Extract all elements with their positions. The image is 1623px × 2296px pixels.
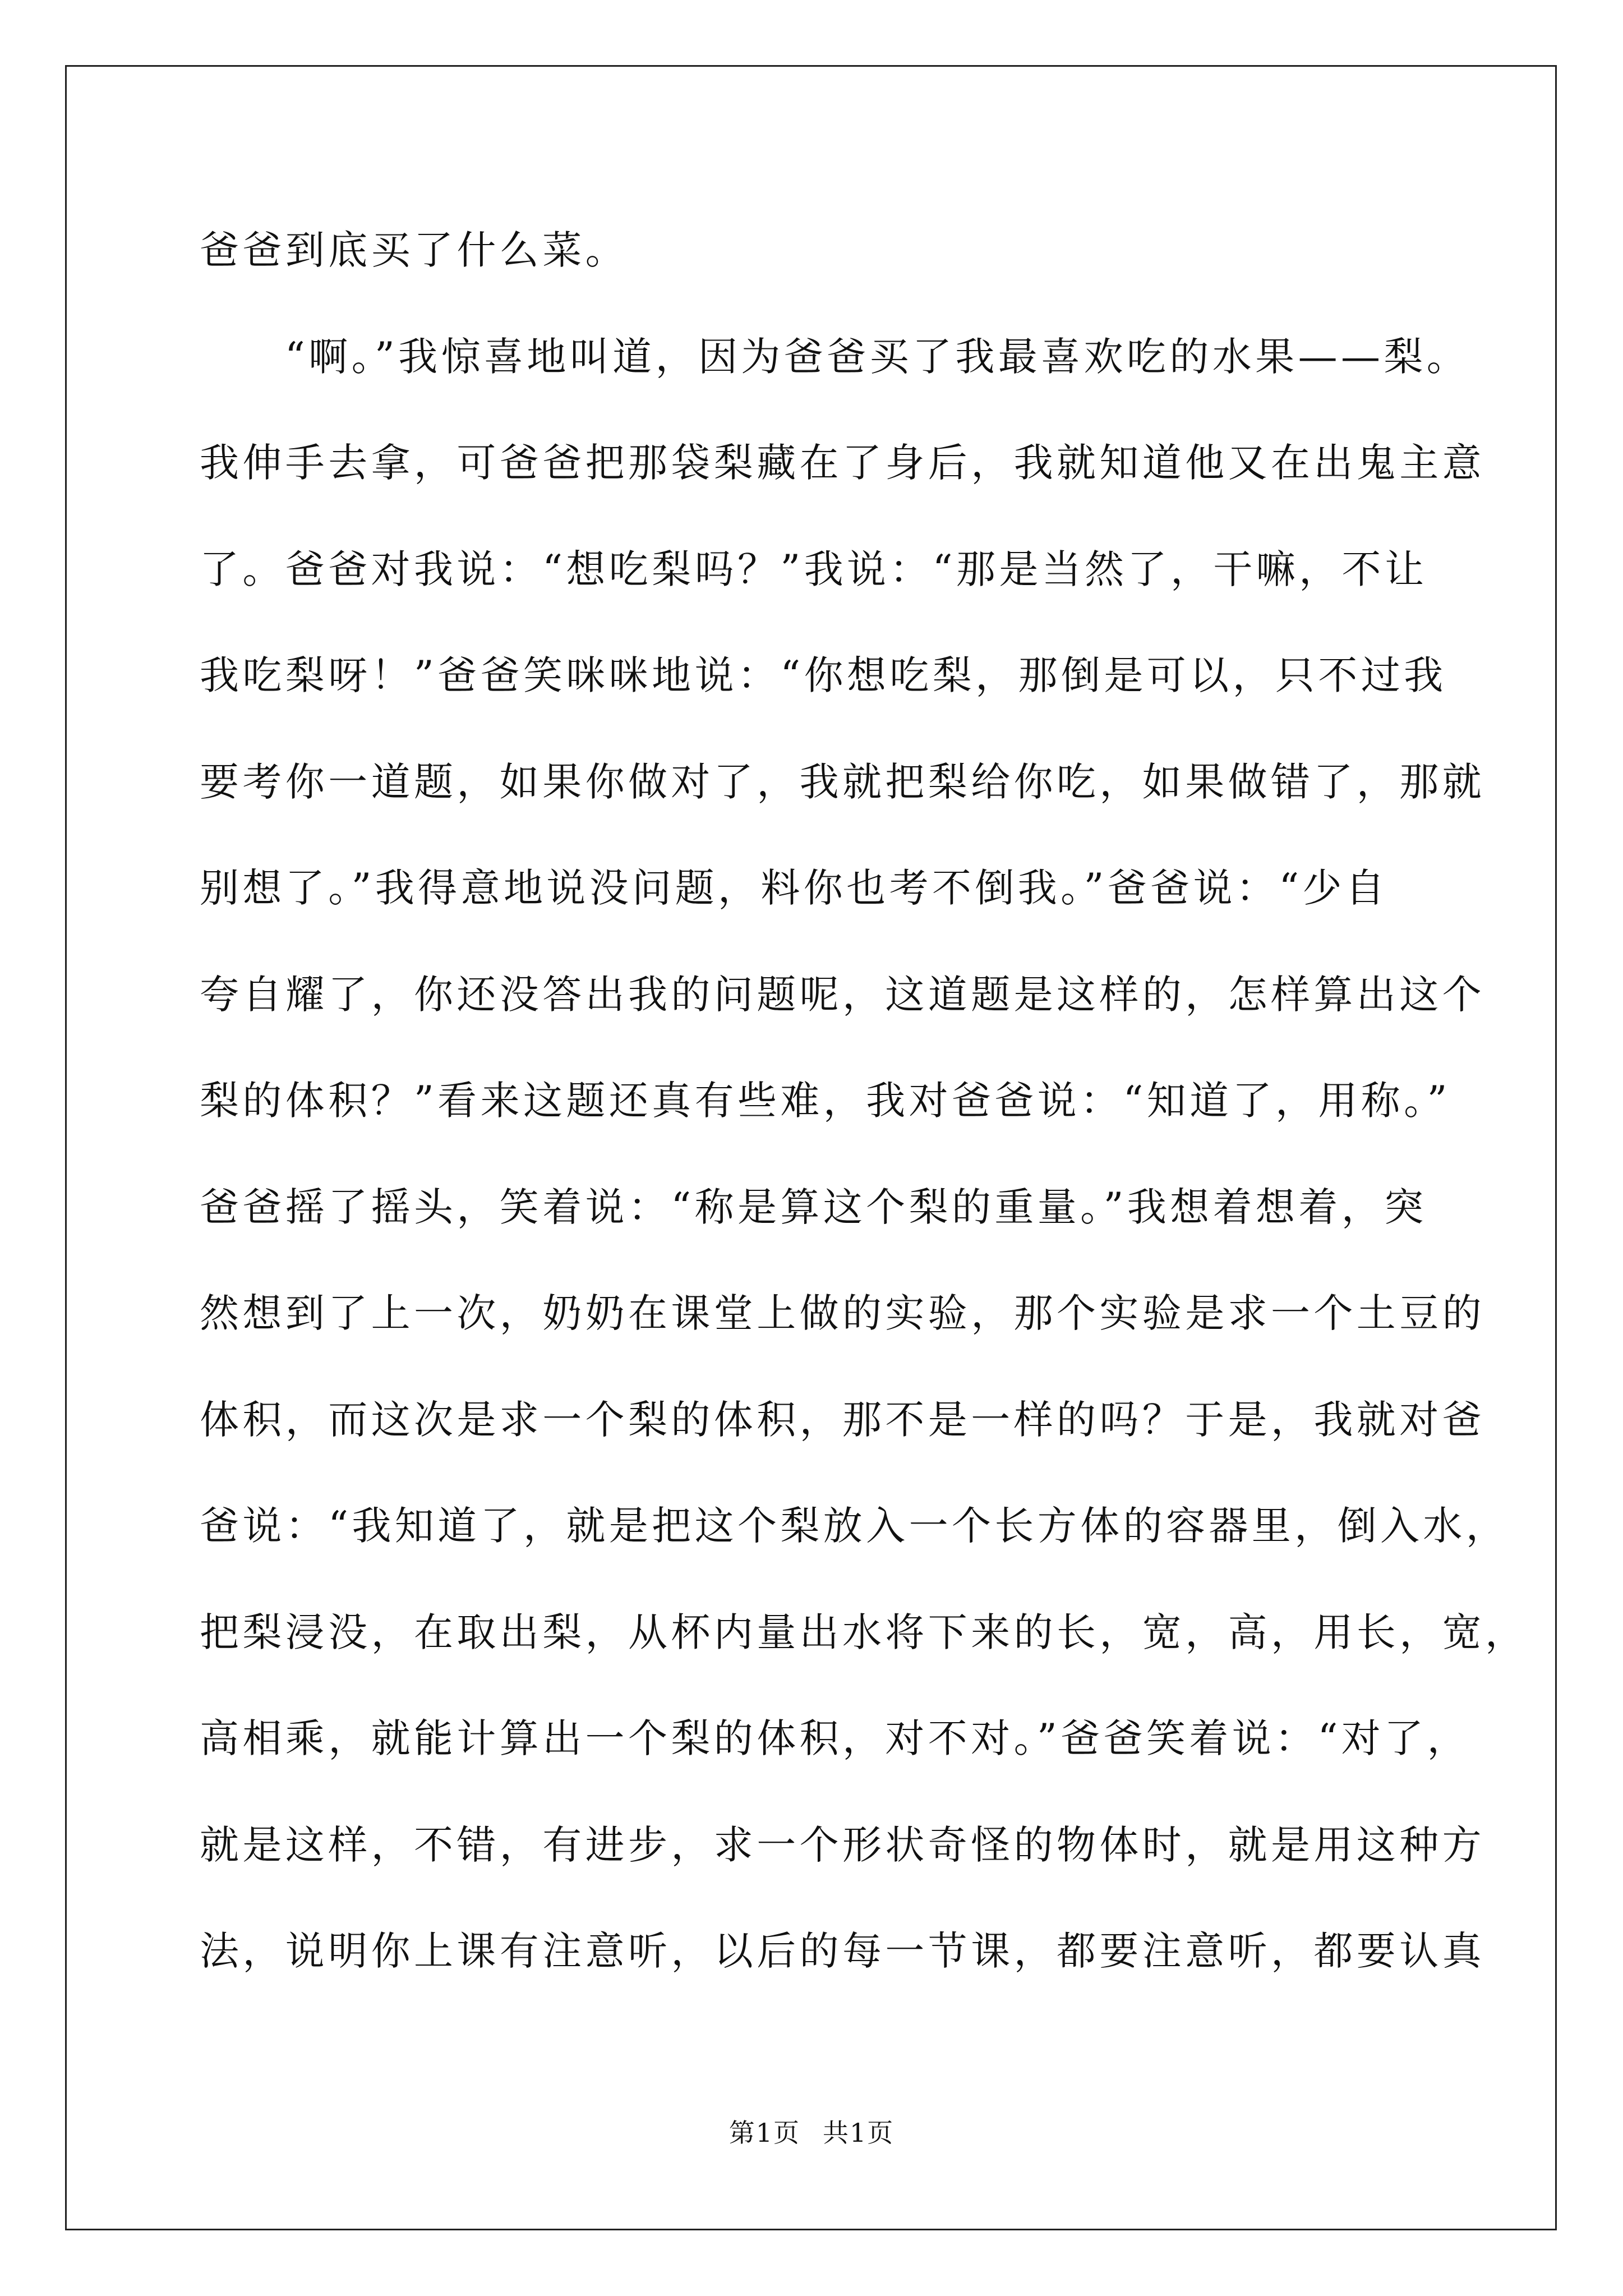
text-line: 法，说明你上课有注意听，以后的每一节课，都要注意听，都要认真 [200, 1928, 1485, 1974]
page-number-total: 共1页 [823, 2118, 895, 2148]
page-number-current: 第1页 [728, 2118, 800, 2148]
text-line: 爸爸摇了摇头，笑着说：“称是算这个梨的重量。”我想着想着，突 [200, 1184, 1427, 1230]
text-line: 把梨浸没，在取出梨，从杯内量出水将下来的长，宽，高，用长，宽， [200, 1609, 1528, 1655]
text-line: 梨的体积？”看来这题还真有些难，我对爸爸说：“知道了，用称。” [200, 1078, 1451, 1124]
text-line: 我伸手去拿，可爸爸把那袋梨藏在了身后，我就知道他又在出鬼主意 [200, 440, 1485, 486]
text-line: 爸说：“我知道了，就是把这个梨放入一个长方体的容器里，倒入水， [200, 1503, 1509, 1549]
text-line: 要考你一道题，如果你做对了，我就把梨给你吃，如果做错了，那就 [200, 758, 1485, 805]
text-line-paragraph-start: “啊。”我惊喜地叫道，因为爸爸买了我最喜欢吃的水果——梨。 [285, 333, 1470, 380]
document-body [200, 197, 1528, 2005]
text-line: 然想到了上一次，奶奶在课堂上做的实验，那个实验是求一个土豆的 [200, 1290, 1485, 1336]
text-line: 别想了。”我得意地说没问题，料你也考不倒我。”爸爸说：“少自 [200, 865, 1389, 911]
page-footer [0, 2116, 1623, 2150]
text-line: 高相乘，就能计算出一个梨的体积，对不对。”爸爸笑着说：“对了， [200, 1715, 1470, 1761]
text-line: 夸自耀了，你还没答出我的问题呢，这道题是这样的，怎样算出这个 [200, 971, 1485, 1018]
text-line: 我吃梨呀！”爸爸笑咪咪地说：“你想吃梨，那倒是可以，只不过我 [200, 652, 1447, 698]
text-line: 体积，而这次是求一个梨的体积，那不是一样的吗？于是，我就对爸 [200, 1396, 1485, 1443]
text-line: 了。爸爸对我说：“想吃梨吗？”我说：“那是当然了，干嘛，不让 [200, 546, 1428, 592]
text-line: 爸爸到底买了什么菜。 [200, 227, 628, 273]
text-line: 就是这样，不错，有进步，求一个形状奇怪的物体时，就是用这种方 [200, 1821, 1485, 1868]
